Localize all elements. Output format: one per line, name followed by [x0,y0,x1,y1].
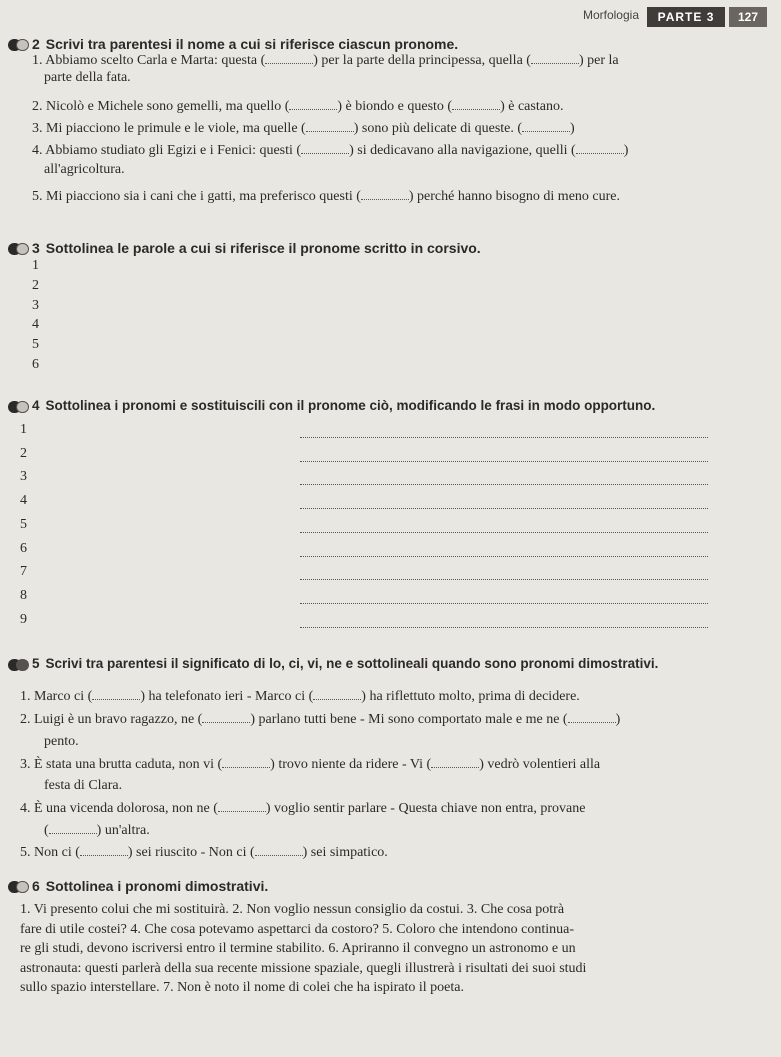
answer-blank[interactable] [576,142,624,154]
answer-blank[interactable] [218,800,266,812]
answer-line[interactable] [300,507,708,509]
exercise-line: 5. Non ci ( ) sei riuscito - Non ci ( ) sei simpatico. [20,845,388,860]
exercise-line: 2. Nicolò e Michele sono gemelli, ma quello ( ) è biondo e questo ( ) è castano. [32,99,564,114]
answer-blank[interactable] [255,844,303,856]
exercise-line: 2 [32,277,39,293]
exercise-line: 3 [32,297,39,313]
part-badge: PARTE 3 [647,7,725,27]
exercise-line: 5. Mi piacciono sia i cani che i gatti, ma preferisco questi ( ) perché hanno bisogno di meno cure. [32,189,620,204]
exercise-line: pento. [44,734,79,749]
section-label: Morfologia [582,8,639,22]
answer-blank[interactable] [568,711,616,723]
page-header [0,4,781,26]
answer-line[interactable] [300,602,708,604]
answer-blank[interactable] [265,52,313,64]
page-number: 127 [729,7,767,27]
answer-line[interactable] [300,483,708,485]
answer-blank[interactable] [431,756,479,768]
exercise-line: 9 [20,611,27,627]
answer-blank[interactable] [522,120,570,132]
exercise-line: 5 [32,337,39,353]
paragraph-line: re gli studi, devono iscriversi entro il termine stabilito. 6. Apriranno il convegno un astronomo e un [20,941,576,956]
exercise-line: 3 [20,469,27,485]
answer-blank[interactable] [301,142,349,154]
exercise-line: 2. Luigi è un bravo ragazzo, ne ( ) parlano tutti bene - Mi sono comportato male e me ne ( ) [20,712,621,727]
answer-blank[interactable] [361,188,409,200]
answer-blank[interactable] [289,98,337,110]
answer-blank[interactable] [92,688,140,700]
answer-blank[interactable] [49,822,97,834]
answer-blank[interactable] [306,120,354,132]
exercise-title: 6 Sottolinea i pronomi dimostrativi. [32,878,269,894]
exercise-line: 4 [20,493,27,509]
exercise-line: festa di Clara. [44,778,123,793]
answer-blank[interactable] [222,756,270,768]
answer-line[interactable] [300,555,708,557]
answer-line[interactable] [300,460,708,462]
exercise-line: 1 [20,422,27,437]
answer-line[interactable] [300,531,708,533]
exercise-line: 1 [32,258,39,273]
exercise-line: 6 [32,357,39,372]
paragraph-line: astronauta: questi parlerà della sua recente missione spaziale, quegli illustrerà i risultati dei suoi studi [20,960,587,976]
exercise-line: 1. Marco ci ( ) ha telefonato ieri - Marco ci ( ) ha riflettuto molto, prima di decidere. [20,689,580,704]
exercise-title: 5 Scrivi tra parentesi il significato di lo, ci, vi, ne e sottolineali quando sono pronomi dimostrativi. [32,656,659,671]
exercise-line: 8 [20,587,27,603]
answer-blank[interactable] [202,711,250,723]
answer-blank[interactable] [452,98,500,110]
exercise-line: all'agricoltura. [44,162,125,177]
exercise-line: 4 [32,317,39,333]
answer-blank[interactable] [531,52,579,64]
answer-blank[interactable] [80,844,128,856]
exercise-line: 6 [20,540,27,556]
exercise-line: 4. È una vicenda dolorosa, non ne ( ) voglio sentir parlare - Questa chiave non entra, provane [20,801,586,816]
exercise-line: 3. Mi piacciono le primule e le viole, ma quelle ( ) sono più delicate di queste. ( ) [32,121,575,136]
exercise-line: 1. Abbiamo scelto Carla e Marta: questa ( ) per la parte della principessa, quella ( ) per la [32,53,619,68]
paragraph-line: fare di utile costei? 4. Che cosa potevamo aspettarci da costoro? 5. Coloro che intendono continua- [20,921,574,937]
answer-line[interactable] [300,578,708,580]
answer-line[interactable] [300,626,708,628]
exercise-title: 2 Scrivi tra parentesi il nome a cui si riferisce ciascun pronome. [32,36,459,52]
answer-line[interactable] [300,436,708,438]
paragraph-line: 1. Vi presento colui che mi sostituirà. 2. Non voglio nessun consiglio da costui. 3. Che cosa potrà [20,902,565,917]
exercise-line: 5 [20,516,27,532]
exercise-title: 3 Sottolinea le parole a cui si riferisce il pronome scritto in corsivo. [32,240,481,256]
exercise-line: 3. È stata una brutta caduta, non vi ( ) trovo niente da ridere - Vi ( ) vedrò volentieri alla [20,757,601,772]
exercise-line: parte della fata. [44,70,131,85]
exercise-line: 4. Abbiamo studiato gli Egizi e i Fenici: questi ( ) si dedicavano alla navigazione, quelli ( ) [32,143,629,158]
exercise-line: ( ) un'altra. [44,823,150,838]
exercise-title: 4 Sottolinea i pronomi e sostituiscili con il pronome ciò, modificando le frasi in modo opportuno. [32,398,656,413]
exercise-line: 7 [20,564,27,580]
paragraph-line: sullo spazio interstellare. 7. Non è noto il nome di colei che ha ispirato il poeta. [20,980,464,995]
answer-blank[interactable] [313,688,361,700]
exercise-line: 2 [20,445,27,461]
